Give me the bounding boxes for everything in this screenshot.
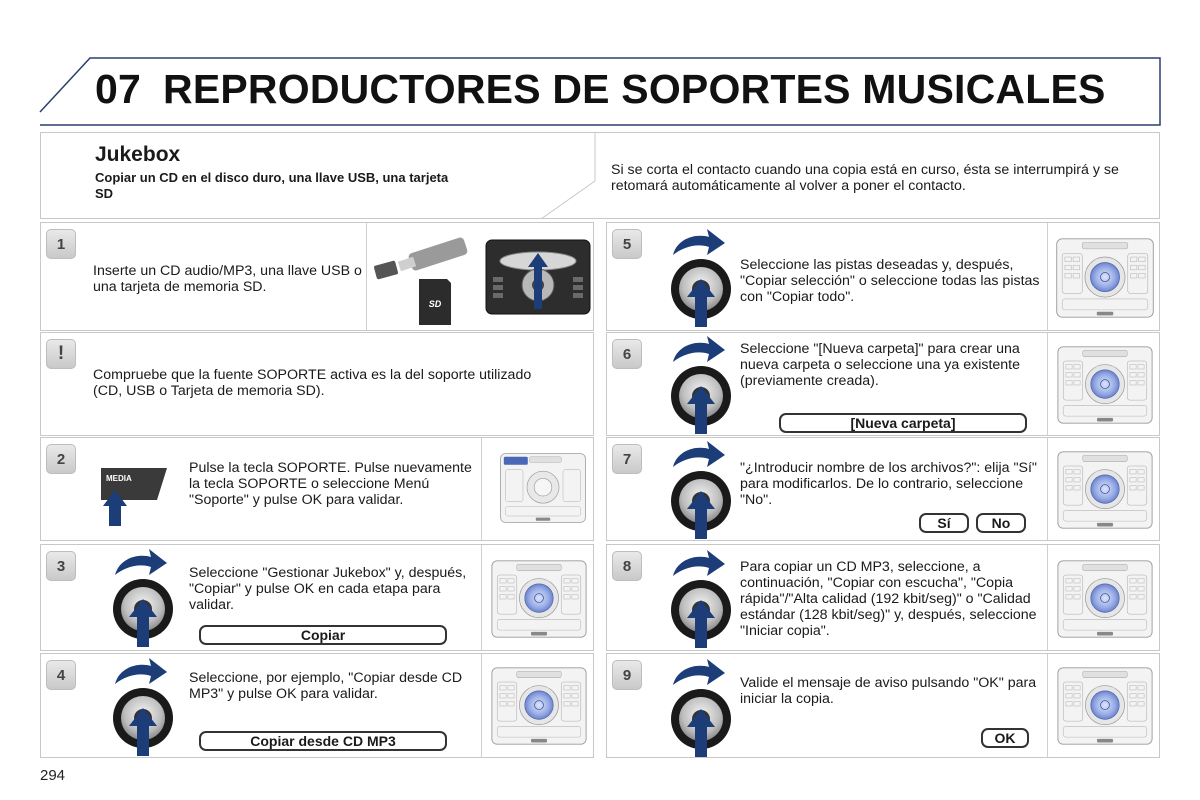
dial-knob-icon [101,547,181,651]
chapter-title-text: REPRODUCTORES DE SOPORTES MUSICALES [163,66,1106,112]
step-badge: 2 [46,444,76,474]
step-9-box [606,653,1160,758]
step-badge: 4 [46,660,76,690]
warning-icon: ! [46,339,76,369]
intro-divider [531,133,601,220]
step-2-box [40,437,594,541]
step-badge: 7 [612,444,642,474]
step-3-box [40,544,594,651]
console-illustration [489,666,589,746]
intro-box [40,132,1160,219]
step-text: Para copiar un CD MP3, seleccione, a continuación, "Copiar con escucha", "Copia rápida"/"Alta calidad (192 kbit/seg)" o "Calidad estándar (128 kbit/seg)" y, después, seleccione "Iniciar copia". [740,559,1037,639]
console-illustration [499,450,587,526]
step-text: Seleccione "Gestionar Jukebox" y, después, "Copiar" y pulse OK en cada etapa para validar. [189,565,467,613]
console-illustration [1053,666,1157,746]
step-badge: 1 [46,229,76,259]
step-text: "¿Introducir nombre de los archivos?": elija "Sí" para modificarlos. De lo contrario, seleccione "No". [740,460,1037,508]
console-illustration [489,559,589,639]
nueva-carpeta-button[interactable]: [Nueva carpeta] [779,413,1027,433]
warning-text: Compruebe que la fuente SOPORTE activa es la del soporte utilizado (CD, USB o Tarjeta de memoria SD). [93,367,532,399]
media-key-label: MEDIA [106,474,132,483]
step-6-box [606,332,1160,436]
step-text: Inserte un CD audio/MP3, una llave USB o una tarjeta de memoria SD. [93,263,362,295]
dial-knob-icon [659,225,739,331]
step-text: Seleccione, por ejemplo, "Copiar desde CD MP3" y pulse OK para validar. [189,670,463,702]
warning-box [40,332,594,436]
chapter-title [95,66,1106,113]
copiar-desde-cd-mp3-button[interactable]: Copiar desde CD MP3 [199,731,447,751]
step-text: Seleccione "[Nueva carpeta]" para crear una nueva carpeta o seleccione una ya existente (previamente creada). [740,341,1020,389]
no-button[interactable]: No [976,513,1026,533]
page-number: 294 [40,767,66,784]
chapter-number: 07 [95,66,142,112]
dial-knob-icon [101,656,181,760]
step-badge: 9 [612,660,642,690]
step-7-box [606,437,1160,541]
si-button[interactable]: Sí [919,513,969,533]
step-badge: 8 [612,551,642,581]
step-4-box [40,653,594,758]
dial-knob-icon [659,656,739,760]
section-subtitle: Copiar un CD en el disco duro, una llave USB, una tarjeta SD [95,170,449,201]
step-1-box [40,222,594,331]
step-5-box [606,222,1160,331]
step-badge: 5 [612,229,642,259]
step-text: Seleccione las pistas deseadas y, después, "Copiar selección" o seleccione todas las pistas con "Copiar todo". [740,257,1040,305]
dial-knob-icon [659,438,739,542]
step-text: Pulse la tecla SOPORTE. Pulse nuevamente la tecla SOPORTE o seleccione Menú "Soporte" y pulse OK para validar. [189,460,472,508]
dial-knob-icon [659,547,739,651]
console-illustration [1053,237,1157,319]
console-illustration [1053,559,1157,639]
dial-knob-icon [659,333,739,437]
console-illustration [1053,450,1157,530]
svg-text:SD: SD [428,299,442,309]
step-badge: 3 [46,551,76,581]
console-illustration [1053,345,1157,425]
usb-sd-illustration [371,227,481,327]
radio-unit-illustration [485,239,591,315]
step-badge: 6 [612,339,642,369]
section-title: Jukebox [95,143,181,166]
ok-button[interactable]: OK [981,728,1029,748]
step-8-box [606,544,1160,651]
copiar-button[interactable]: Copiar [199,625,447,645]
power-cut-note: Si se corta el contacto cuando una copia está en curso, ésta se interrumpirá y se retomará automáticamente al volver a poner el contacto. [611,162,1119,194]
step-text: Valide el mensaje de aviso pulsando "OK" para iniciar la copia. [740,675,1037,707]
